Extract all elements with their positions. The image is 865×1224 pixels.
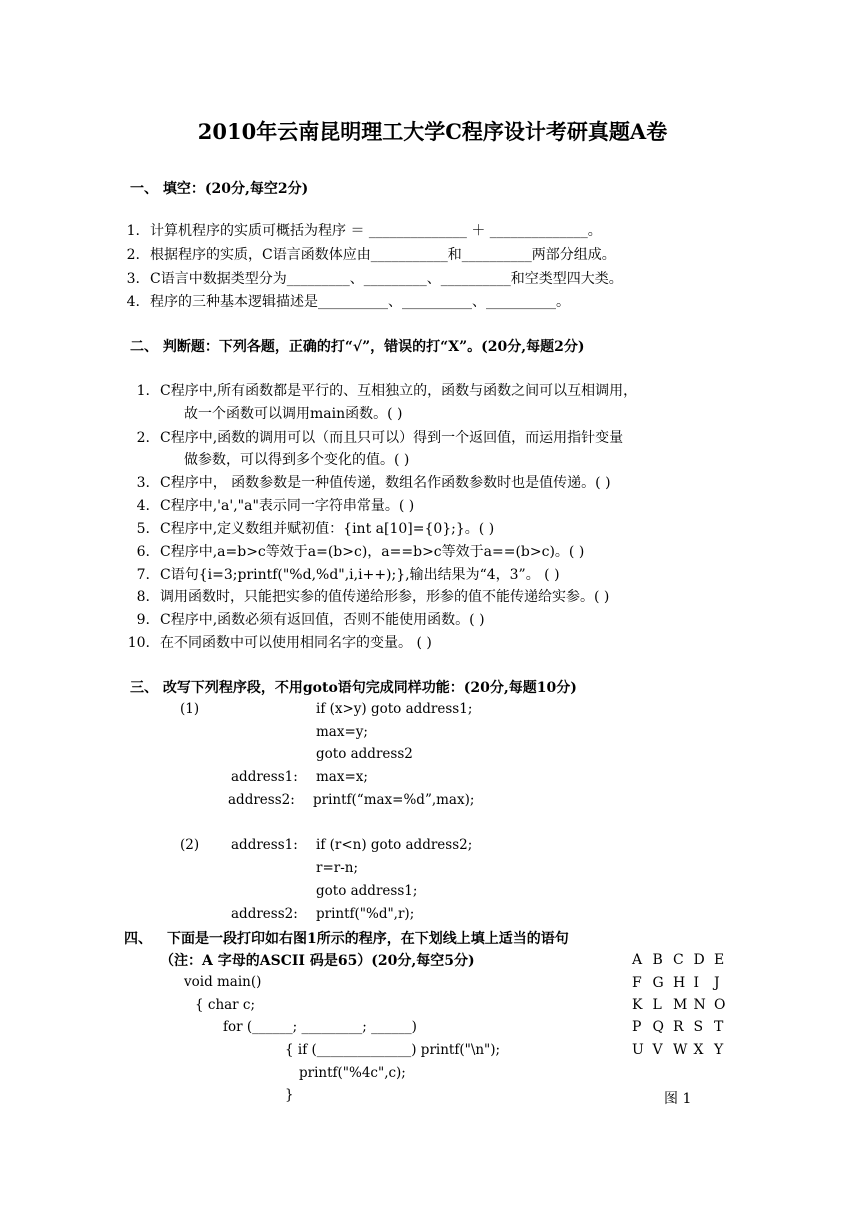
p1-line-2: max=y; xyxy=(316,724,368,740)
p2-line-4: printf("%d",r); xyxy=(316,906,415,922)
p1-label-address2: address2: xyxy=(228,792,295,808)
s1-item-4: 4. 程序的三种基本逻辑描述是__________、__________、__________。 xyxy=(126,294,570,310)
letter-grid-row-5: U V W X Y xyxy=(632,1042,724,1058)
section-3-heading: 三、 改写下列程序段，不用goto语句完成同样功能：(20分,每题10分) xyxy=(130,680,577,696)
p2-label-address1: address1: xyxy=(231,837,298,853)
s2-item-3: 3. C程序中， 函数参数是一种值传递，数组名作函数参数时也是值传递。( ) xyxy=(136,475,611,491)
s4-code-1: void main() xyxy=(184,974,262,990)
s1-item-1: 1. 计算机程序的实质可概括为程序 ＝ ______________ ＋ ______________。 xyxy=(126,223,602,239)
section-1-heading: 一、 填空：(20分,每空2分) xyxy=(130,181,309,197)
s4-code-2: { char c; xyxy=(195,997,256,1013)
p2-line-1: if (r<n) goto address2; xyxy=(316,837,473,853)
p2-line-3: goto address1; xyxy=(316,883,418,899)
s2-item-4: 4. C程序中,'a',"a"表示同一字符串常量。( ) xyxy=(136,498,415,514)
letter-grid-row-4: P Q R S T xyxy=(632,1019,724,1035)
s2-item-8: 8. 调用函数时，只能把实参的值传递给形参，形参的值不能传递给实参。( ) xyxy=(136,589,610,605)
s2-item-7: 7. C语句{i=3;printf("%d,%d",i,i++);},输出结果为“4，3”。 ( ) xyxy=(136,567,560,583)
s2-item-1-cont: 故一个函数可以调用main函数。( ) xyxy=(184,406,403,422)
p1-label: (1) xyxy=(180,701,200,717)
s4-code-5: printf("%4c",c); xyxy=(299,1065,406,1081)
s2-item-5: 5. C程序中,定义数组并赋初值：{int a[10]={0};}。( ) xyxy=(136,521,495,537)
s2-item-1: 1. C程序中,所有函数都是平行的、互相独立的，函数与函数之间可以互相调用， xyxy=(136,383,638,399)
section-4-note: （注：A 字母的ASCII 码是65）(20分,每空5分) xyxy=(160,953,475,969)
s2-item-10: 10. 在不同函数中可以使用相同名字的变量。 ( ) xyxy=(127,635,432,651)
section-4-heading: 下面是一段打印如右图1所示的程序，在下划线上填上适当的语句 xyxy=(167,931,569,947)
figure-1-caption: 图 1 xyxy=(664,1091,692,1107)
p1-label-address1: address1: xyxy=(231,769,298,785)
s1-item-2: 2. 根据程序的实质，C语言函数体应由___________和__________两部分组成。 xyxy=(126,247,616,263)
p1-line-3: goto address2 xyxy=(316,746,413,762)
p2-line-2: r=r-n; xyxy=(316,860,359,876)
letter-grid-row-1: A B C D E xyxy=(632,952,725,968)
section-4-number: 四、 xyxy=(124,931,152,947)
page-title: 2010年云南昆明理工大学C程序设计考研真题A卷 xyxy=(197,119,668,144)
s4-code-4: { if (______________) printf("\n"); xyxy=(285,1042,501,1058)
p1-line-1: if (x>y) goto address1; xyxy=(316,701,473,717)
p2-label: (2) xyxy=(180,837,200,853)
letter-grid-row-2: F G H I J xyxy=(632,975,720,991)
s2-item-2-cont: 做参数，可以得到多个变化的值。( ) xyxy=(184,452,410,468)
p1-line-5: printf(“max=%d”,max); xyxy=(313,792,475,808)
s4-code-3: for (______; _________; ______) xyxy=(223,1019,417,1035)
s2-item-6: 6. C程序中,a=b>c等效于a=(b>c)，a==b>c等效于a==(b>c)。( ) xyxy=(136,544,585,560)
p2-label-address2: address2: xyxy=(231,906,298,922)
section-2-heading: 二、 判断题：下列各题，正确的打“√”，错误的打“X”。(20分,每题2分) xyxy=(130,339,585,355)
letter-grid-row-3: K L M N O xyxy=(632,997,726,1013)
s4-code-6: } xyxy=(285,1087,294,1103)
s1-item-3: 3. C语言中数据类型分为_________、_________、__________和空类型四大类。 xyxy=(126,271,623,287)
s2-item-9: 9. C程序中,函数必须有返回值，否则不能使用函数。( ) xyxy=(136,612,485,628)
p1-line-4: max=x; xyxy=(316,769,368,785)
s2-item-2: 2. C程序中,函数的调用可以（而且只可以）得到一个返回值，而运用指针变量 xyxy=(136,430,624,446)
